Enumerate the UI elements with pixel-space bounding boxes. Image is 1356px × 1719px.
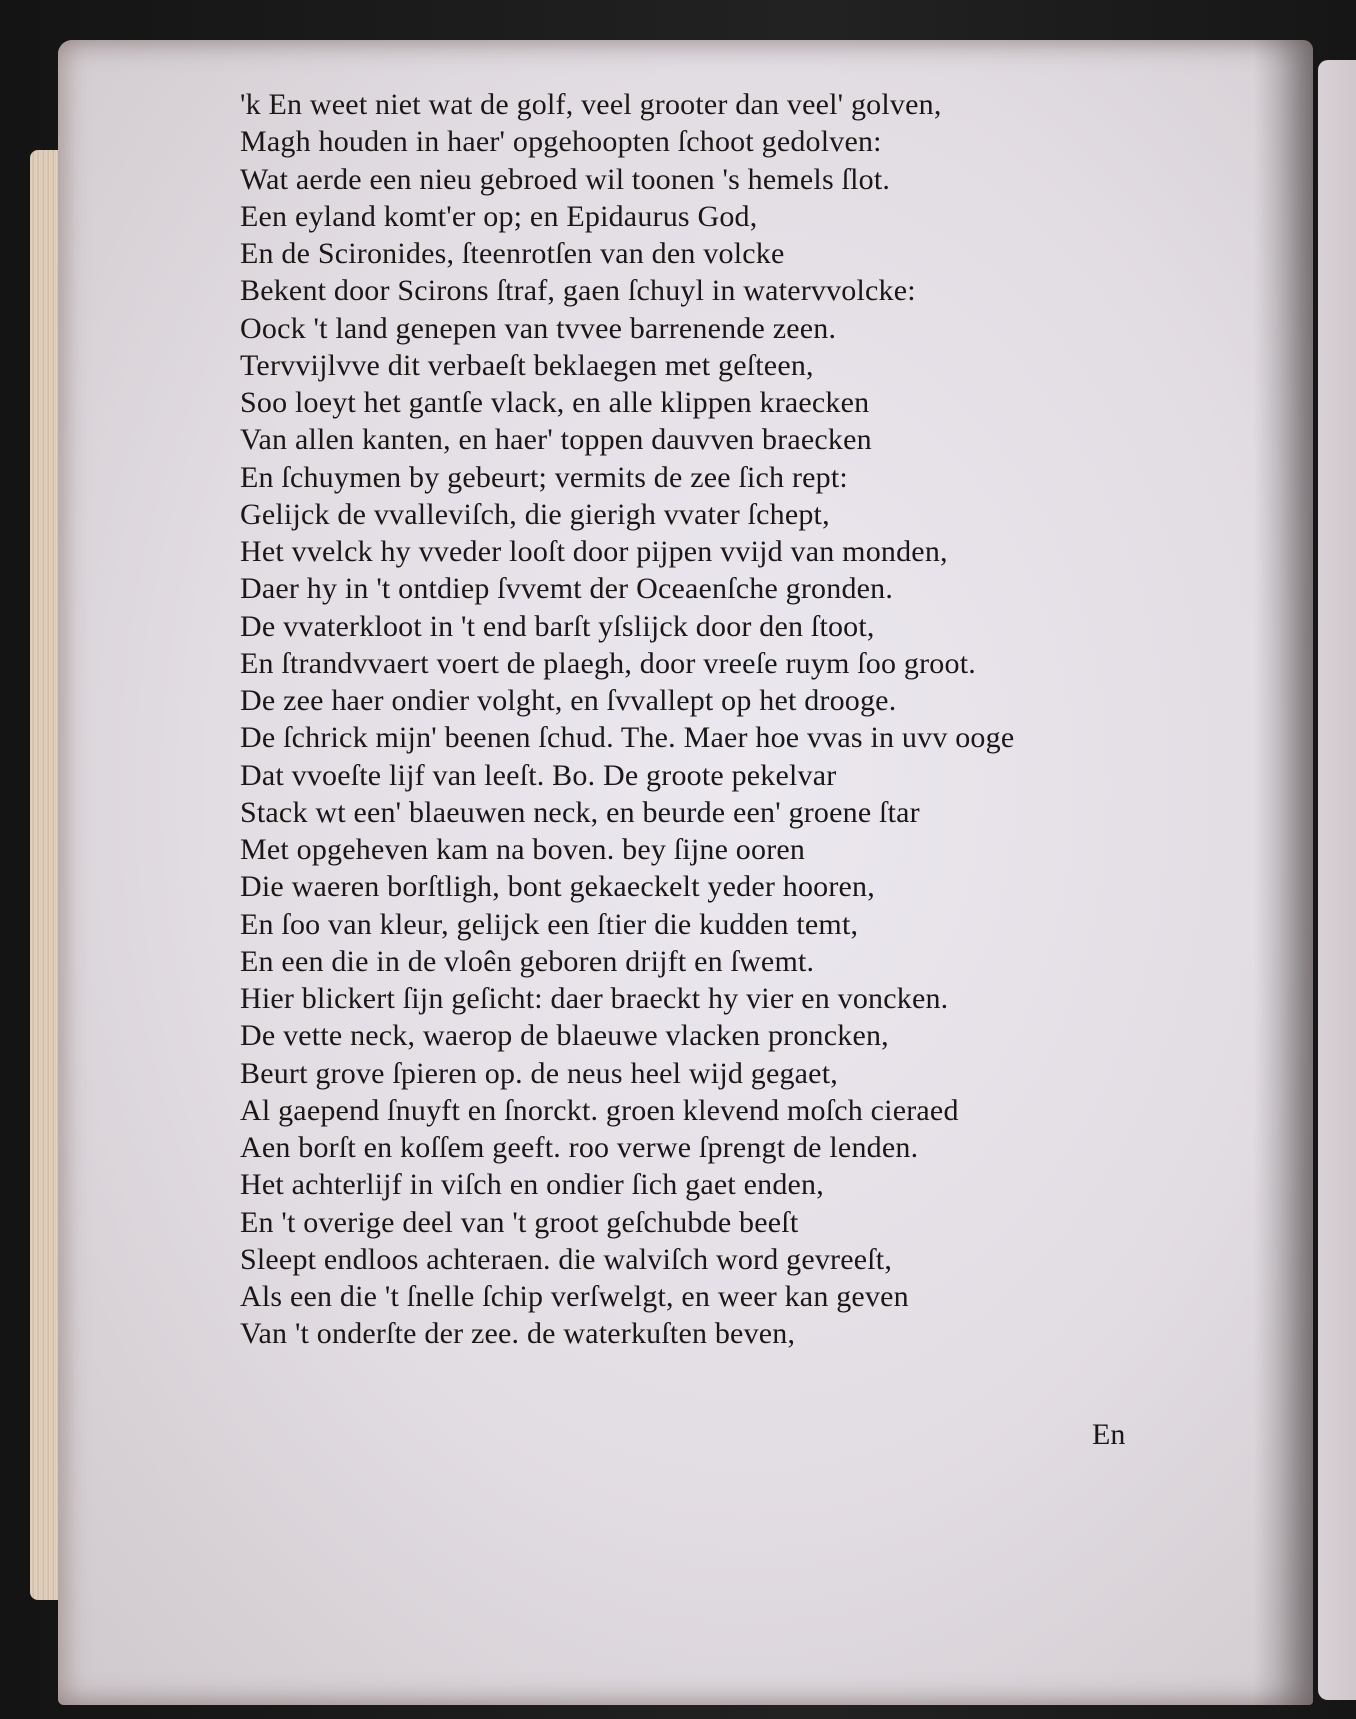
verse-line: Bekent door Scirons ſtraf, gaen ſchuyl in watervvolcke:	[240, 274, 916, 308]
facing-page-edge	[1318, 60, 1356, 1700]
verse-line: Gelijck de vvalleviſch, die gierigh vvater ſchept,	[240, 497, 830, 531]
verse-line: De vvaterkloot in 't end barſt yſslijck door den ſtoot,	[240, 609, 875, 643]
verse-line: Het achterlijf in viſch en ondier ſich gaet enden,	[240, 1168, 824, 1202]
verse-line: Tervvijlvve dit verbaeſt beklaegen met geſteen,	[240, 348, 814, 382]
verse-line: En een die in de vloên geboren drijft en ſwemt.	[240, 944, 815, 978]
verse-line: Al gaepend ſnuyft en ſnorckt. groen klevend moſch cieraed	[240, 1093, 959, 1127]
verse-line: En 't overige deel van 't groot geſchubde beeſt	[240, 1205, 799, 1239]
verse-line: Als een die 't ſnelle ſchip verſwelgt, en weer kan geven	[240, 1280, 909, 1313]
verse-line: De vette neck, waerop de blaeuwe vlacken proncken,	[240, 1019, 889, 1053]
verse-line: Wat aerde een nieu gebroed wil toonen 's hemels ſlot.	[240, 162, 891, 196]
verse-line: Een eyland komt'er op; en Epidaurus God,	[240, 199, 758, 233]
verse-line: Magh houden in haer' opgehoopten ſchoot gedolven:	[240, 125, 882, 159]
verse-line: Het vvelck hy vveder looſt door pijpen vvijd van monden,	[240, 535, 948, 568]
verse-line: Die waeren borſtligh, bont gekaeckelt yeder hooren,	[240, 870, 875, 904]
verse-line: 'k En weet niet wat de golf, veel grooter dan veel' golven,	[240, 88, 942, 121]
verse-line: Beurt grove ſpieren op. de neus heel wijd gegaet,	[240, 1056, 838, 1090]
verse-line: De zee haer ondier volght, en ſvvallept op het drooge.	[240, 684, 897, 717]
verse-text	[240, 86, 1240, 1353]
verse-line: Sleept endloos achteraen. die walviſch word gevreeſt,	[240, 1242, 893, 1276]
verse-line: Van 't onderſte der zee. de waterkuſten beven,	[240, 1317, 796, 1351]
verse-line: Daer hy in 't ontdiep ſvvemt der Oceaenſche gronden.	[240, 572, 894, 606]
verse-line: En ſtrandvvaert voert de plaegh, door vreeſe ruym ſoo groot.	[240, 646, 976, 680]
verse-line: En ſoo van kleur, gelijck een ſtier die kudden temt,	[240, 907, 859, 941]
verse-line: De ſchrick mijn' beenen ſchud. The. Maer hoe vvas in uvv ooge	[240, 721, 1015, 755]
verse-line: Van allen kanten, en haer' toppen dauvven braecken	[240, 423, 872, 457]
verse-line: Oock 't land genepen van tvvee barrenende zeen.	[240, 311, 837, 345]
verse-line: En ſchuymen by gebeurt; vermits de zee ſich rept:	[240, 460, 848, 494]
verse-line: Dat vvoeſte lijf van leeſt. Bo. De groote pekelvar	[240, 758, 837, 792]
verse-line: Soo loeyt het gantſe vlack, en alle klippen kraecken	[240, 386, 870, 419]
verse-line: En de Scironides, ſteenrotſen van den volcke	[240, 237, 785, 270]
verse-line: Aen borſt en koſſem geeft. roo verwe ſprengt de lenden.	[240, 1131, 919, 1164]
catchword: En	[1092, 1418, 1126, 1451]
page-gutter-shadow	[1253, 40, 1313, 1705]
verse-line: Met opgeheven kam na boven. bey ſijne ooren	[240, 833, 806, 866]
verse-line: Hier blickert ſijn geſicht: daer braeckt hy vier en voncken.	[240, 982, 949, 1015]
verse-line: Stack wt een' blaeuwen neck, en beurde een' groene ſtar	[240, 795, 920, 829]
